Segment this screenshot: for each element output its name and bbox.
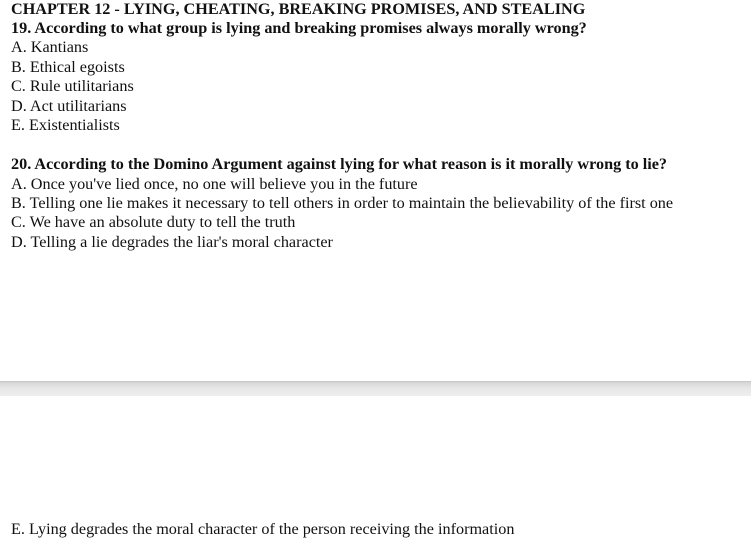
page-break-divider: [0, 381, 751, 396]
chapter-title: CHAPTER 12 - LYING, CHEATING, BREAKING PROMISES, AND STEALING: [11, 0, 586, 18]
question-20-option-a: A. Once you've lied once, no one will believe you in the future: [11, 175, 418, 193]
question-20-option-e: E. Lying degrades the moral character of the person receiving the information: [11, 520, 515, 538]
question-20-prompt: 20. According to the Domino Argument against lying for what reason is it morally wrong to lie?: [11, 155, 668, 173]
document-page-bottom: [0, 396, 751, 550]
question-20-option-d: D. Telling a lie degrades the liar's moral character: [11, 233, 333, 251]
question-19-option-c: C. Rule utilitarians: [11, 77, 134, 95]
question-19-option-d: D. Act utilitarians: [11, 97, 127, 115]
question-19-option-e: E. Existentialists: [11, 116, 120, 134]
question-20-option-c: C. We have an absolute duty to tell the truth: [11, 213, 296, 231]
question-19-option-b: B. Ethical egoists: [11, 58, 125, 76]
question-19-prompt: 19. According to what group is lying and breaking promises always morally wrong?: [11, 19, 587, 37]
question-20-option-b: B. Telling one lie makes it necessary to tell others in order to maintain the believability of the first one: [11, 194, 674, 212]
question-19-option-a: A. Kantians: [11, 38, 89, 56]
